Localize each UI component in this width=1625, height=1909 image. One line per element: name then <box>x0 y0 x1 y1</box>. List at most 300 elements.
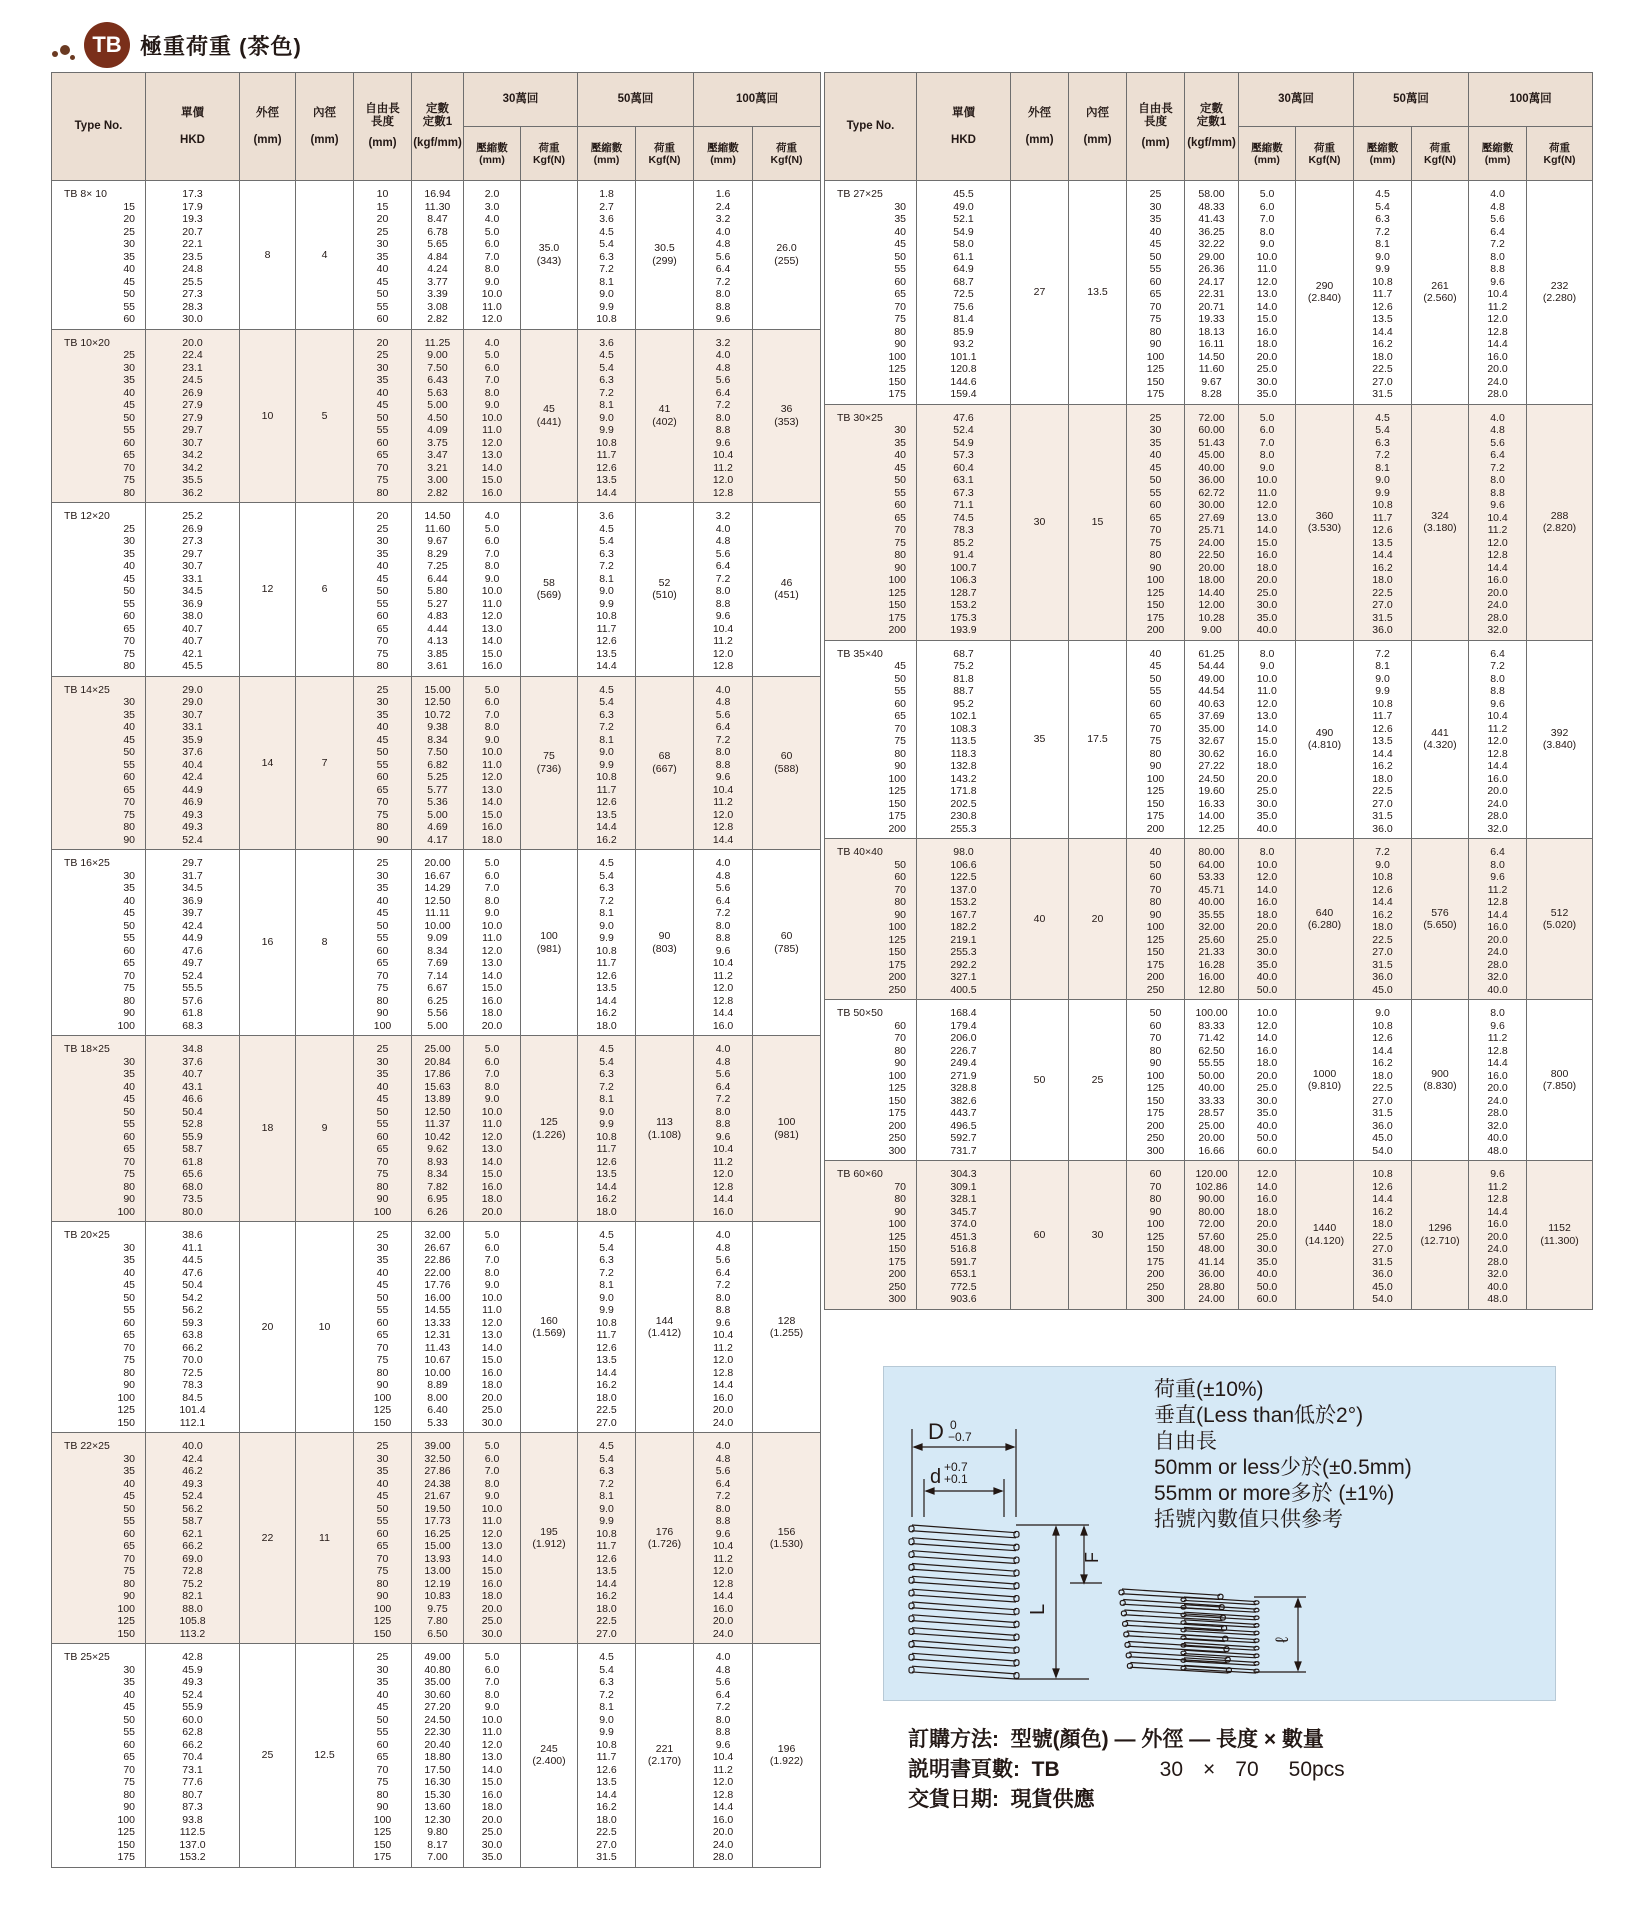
constant-cell-value: 9.00 <box>1201 624 1222 636</box>
constant-cell-value: 13.00 <box>424 1565 451 1577</box>
type-no-cell-value: 55 <box>894 685 906 697</box>
coil-stroke <box>912 1564 1016 1577</box>
price-cell-value: 27.9 <box>182 399 203 411</box>
compression-100-cell-value: 14.4 <box>712 833 734 846</box>
type-no-cell-value: 55 <box>123 932 135 944</box>
compression-50-cell-value: 9.0 <box>599 1502 614 1515</box>
compression-30-cell-value: 16.0 <box>1256 549 1278 561</box>
table-body <box>52 181 821 1868</box>
compression-100-cell-value: 8.8 <box>715 1304 731 1316</box>
spring-group-row <box>52 329 821 503</box>
type-no-cell-value: 65 <box>894 710 906 722</box>
type-no-cell-value: 50 <box>123 1105 135 1118</box>
col-group-30: 30萬回 <box>1239 73 1354 127</box>
compression-50-cell-value: 4.5 <box>599 857 614 869</box>
compression-50-cell-value: 11.7 <box>1372 710 1393 722</box>
load-50-cell-value: 90 <box>658 930 671 942</box>
type-no-cell-value: 50 <box>123 585 135 597</box>
compression-30-cell <box>464 676 521 850</box>
load-30-cell-value: (441) <box>536 415 562 428</box>
compression-30-cell-value: 6.0 <box>484 869 500 882</box>
compression-50-cell-value: 9.0 <box>599 288 614 300</box>
compression-100-cell-value: 5.6 <box>715 250 731 263</box>
price-cell <box>146 676 240 850</box>
compression-30-cell-value: 8.0 <box>484 1477 500 1490</box>
constant-cell <box>1185 1000 1239 1161</box>
type-no-cell-value: 125 <box>888 1082 906 1094</box>
compression-100-cell-value: 6.4 <box>1490 647 1505 660</box>
free-length-cell-value: 80 <box>376 1180 389 1193</box>
price-cell-value: 230.8 <box>950 810 977 822</box>
price-cell-value: 61.8 <box>182 1155 203 1168</box>
compression-100-cell-value: 32.0 <box>1487 1119 1508 1132</box>
free-length-cell-value: 60 <box>376 1316 389 1329</box>
type-no-cell-value: 200 <box>888 624 906 636</box>
load-30-cell-value: (2.400) <box>532 1755 566 1768</box>
price-cell-value: 30.7 <box>182 560 203 572</box>
coil-end <box>1014 1673 1019 1679</box>
price-cell-value: 35.5 <box>182 474 203 486</box>
load-50-cell-value: (5.650) <box>1423 919 1457 931</box>
compression-50-cell-value: 11.7 <box>596 957 617 969</box>
compression-50-cell-value: 12.6 <box>596 1552 617 1565</box>
price-cell-value: 60.0 <box>182 1713 203 1726</box>
compression-100-cell-value: 9.6 <box>715 610 731 622</box>
col-price: 單價 HKD <box>146 73 240 181</box>
free-length-cell-value: 30 <box>376 1663 389 1676</box>
coil-end <box>1254 1654 1259 1657</box>
compression-100-cell-value: 14.4 <box>1487 760 1508 772</box>
type-no-cell-value: 60 <box>123 1130 135 1143</box>
compression-50-cell <box>1354 181 1412 405</box>
free-length-cell-value: 75 <box>376 474 389 486</box>
type-no-cell-value: TB 14×25 <box>64 683 110 696</box>
compression-30-cell <box>464 503 521 677</box>
id-cell <box>296 1644 354 1868</box>
compression-100-cell-value: 6.4 <box>1490 225 1505 238</box>
price-cell-value: 328.1 <box>950 1193 977 1205</box>
price-cell-value: 93.2 <box>953 338 974 350</box>
price-cell <box>146 850 240 1036</box>
compression-100-cell-value: 8.8 <box>715 1515 731 1527</box>
price-cell-value: 88.7 <box>953 685 974 697</box>
type-no-cell-value: 90 <box>123 1193 135 1205</box>
coil-stroke <box>912 1628 1016 1641</box>
compression-30-cell-value: 16.0 <box>481 486 503 499</box>
compression-50-cell-value: 10.8 <box>596 313 617 325</box>
type-no-cell-value: 65 <box>123 622 135 635</box>
compression-50-cell-value: 13.5 <box>596 808 617 821</box>
compression-50-cell-value: 31.5 <box>1372 810 1393 822</box>
compression-50-cell-value: 45.0 <box>1372 1280 1393 1293</box>
note-load: 荷重(±10%) <box>1154 1378 1264 1401</box>
coil-end <box>909 1565 914 1571</box>
compression-50-cell-value: 16.2 <box>596 833 617 846</box>
type-no-cell-value: 300 <box>888 1144 906 1157</box>
price-cell-value: 772.5 <box>950 1280 977 1293</box>
compression-100-cell-value: 16.0 <box>1487 921 1508 933</box>
price-cell-value: 78.3 <box>953 524 974 536</box>
coil-end <box>909 1616 914 1622</box>
compression-50-cell-value: 11.7 <box>596 1329 617 1341</box>
free-length-cell-value: 70 <box>376 796 389 808</box>
compression-30-cell-value: 13.0 <box>481 957 503 969</box>
compression-50-cell-value: 9.0 <box>1375 672 1390 685</box>
constant-cell-value: 40.00 <box>1198 1082 1225 1094</box>
load-100-cell-value: (255) <box>774 254 799 267</box>
type-no-cell <box>825 1161 917 1310</box>
free-length-cell-value: 30 <box>1149 424 1162 436</box>
compression-30-cell-value: 10.0 <box>1256 1007 1278 1019</box>
load-50-cell <box>1412 181 1469 405</box>
price-cell-value: 52.4 <box>182 969 203 982</box>
compression-30-cell-value: 13.0 <box>481 1751 503 1763</box>
constant-cell-value: 11.60 <box>424 522 451 535</box>
free-length-cell-value: 40 <box>1149 225 1162 238</box>
coil-end <box>1254 1631 1259 1634</box>
compression-100-cell-value: 2.4 <box>715 200 731 213</box>
constant-cell-value: 12.50 <box>424 696 451 708</box>
price-cell-value: 106.3 <box>950 574 977 586</box>
type-no-cell-value: 50 <box>123 1291 135 1304</box>
compression-50-cell-value: 9.0 <box>599 746 614 758</box>
load-100-cell <box>753 329 821 503</box>
label-F: F <box>1082 1552 1102 1563</box>
constant-cell-value: 61.25 <box>1198 647 1225 660</box>
constant-cell-value: 11.43 <box>424 1341 451 1354</box>
type-no-cell-value: 30 <box>123 535 135 547</box>
free-length-cell-value: 125 <box>1146 933 1165 946</box>
constant-cell-value: 24.38 <box>424 1477 451 1490</box>
compression-100-cell-value: 9.6 <box>1490 499 1505 511</box>
label-D: D <box>928 1419 944 1444</box>
free-length-cell-value: 25 <box>376 1043 389 1055</box>
type-no-cell-value: 175 <box>888 388 906 400</box>
load-100-cell-value: (11.300) <box>1540 1234 1579 1247</box>
type-no-cell-value: TB 50×50 <box>837 1007 883 1019</box>
coil-end <box>1014 1544 1019 1550</box>
id-cell <box>296 503 354 677</box>
price-cell-value: 26.9 <box>182 522 203 535</box>
label-L: L <box>1027 1603 1049 1615</box>
price-cell-value: 153.2 <box>950 599 977 611</box>
price-cell-value: 63.1 <box>953 474 974 486</box>
compression-30-cell-value: 35.0 <box>1256 611 1278 624</box>
compression-50-cell-value: 13.5 <box>596 1168 617 1180</box>
compression-50-cell-value: 18.0 <box>596 1602 617 1615</box>
free-length-cell-value: 80 <box>376 1366 389 1379</box>
type-no-cell-value: 150 <box>117 1416 135 1429</box>
price-cell-value: 40.7 <box>182 622 203 635</box>
compression-50-cell-value: 7.2 <box>599 1080 614 1093</box>
compression-100-cell-value: 5.6 <box>1490 213 1505 225</box>
type-no-cell-value: 70 <box>894 1180 906 1193</box>
price-cell-value: 33.1 <box>182 572 203 585</box>
free-length-cell-value: 200 <box>1146 624 1165 636</box>
compression-50-cell <box>1354 1000 1412 1161</box>
compression-30-cell-value: 8.0 <box>1259 225 1275 238</box>
constant-cell-value: 19.50 <box>424 1502 451 1515</box>
free-length-cell-value: 175 <box>1146 1107 1165 1119</box>
compression-30-cell-value: 18.0 <box>1256 1205 1278 1218</box>
id-cell <box>296 329 354 503</box>
price-cell-value: 73.1 <box>182 1763 203 1776</box>
type-no-cell-value: 50 <box>894 672 906 685</box>
compression-100-cell-value: 32.0 <box>1487 1268 1508 1280</box>
compression-30-cell-value: 8.0 <box>1259 846 1275 858</box>
compression-50-cell-value: 9.0 <box>599 411 614 424</box>
compression-100-cell-value: 4.0 <box>715 225 731 238</box>
compression-50-cell-value: 14.4 <box>596 994 617 1007</box>
price-cell-value: 80.0 <box>182 1205 203 1218</box>
free-length-cell-value: 70 <box>1149 1032 1162 1044</box>
constant-cell-value: 25.00 <box>424 1043 451 1055</box>
price-cell-value: 34.2 <box>182 449 203 461</box>
col-od: 外徑 (mm) <box>1011 73 1069 181</box>
type-no-cell-value: 30 <box>123 1055 135 1068</box>
compression-50-cell-value: 9.9 <box>599 1304 614 1316</box>
load-50-cell <box>636 1222 694 1433</box>
compression-50-cell <box>578 1222 636 1433</box>
compression-50-cell-value: 9.9 <box>599 1726 614 1738</box>
free-length-cell-value: 80 <box>1149 325 1162 338</box>
constant-cell-value: 72.00 <box>1198 411 1225 424</box>
od-cell <box>1011 1000 1069 1161</box>
compression-50-cell <box>578 1433 636 1644</box>
constant-cell-value: 40.63 <box>1198 697 1225 710</box>
compression-50-cell-value: 31.5 <box>1372 611 1393 624</box>
compression-50-cell-value: 7.2 <box>1375 225 1390 238</box>
type-no-cell-value: 25 <box>123 349 135 361</box>
price-cell-value: 171.8 <box>950 785 977 797</box>
type-no-cell-value: 150 <box>888 1243 906 1255</box>
compression-30-cell-value: 15.0 <box>481 808 503 821</box>
load-30-cell <box>1296 839 1354 1000</box>
price-cell-value: 24.5 <box>182 374 203 386</box>
compression-50-cell-value: 7.2 <box>599 386 614 399</box>
load-30-cell <box>521 1036 578 1222</box>
constant-cell-value: 6.44 <box>427 572 448 585</box>
compression-100-cell-value: 12.8 <box>1487 1044 1508 1057</box>
compression-30-cell-value: 9.0 <box>484 907 500 919</box>
free-length-cell-value: 50 <box>376 1502 389 1515</box>
compression-100-cell-value: 4.0 <box>715 1440 731 1452</box>
type-no-cell-value: TB 25×25 <box>64 1651 110 1663</box>
coil-stroke <box>1128 1642 1226 1653</box>
load-100-cell-value: 128 <box>777 1314 796 1327</box>
load-30-cell-value: (9.810) <box>1307 1080 1342 1092</box>
compression-50-cell-value: 45.0 <box>1372 983 1393 996</box>
load-50-cell-value: 324 <box>1431 509 1449 522</box>
spec-table-left <box>51 72 821 1868</box>
load-100-cell-value: 800 <box>1550 1067 1569 1080</box>
price-cell-value: 68.7 <box>953 275 974 288</box>
compression-30-cell-value: 12.0 <box>481 944 503 957</box>
compression-50-cell-value: 9.9 <box>599 1515 614 1527</box>
compression-50-cell-value: 16.2 <box>596 1379 617 1391</box>
compression-100-cell-value: 4.8 <box>715 1241 731 1254</box>
type-no-cell-value: 40 <box>123 1080 135 1093</box>
price-cell-value: 81.4 <box>953 313 974 325</box>
type-no-cell-value: 125 <box>888 363 906 375</box>
type-no-cell-value: 75 <box>123 647 135 660</box>
free-length-cell-value: 25 <box>1149 188 1162 200</box>
type-no-cell-value: 80 <box>894 325 906 338</box>
free-length-cell-value: 90 <box>1149 1205 1162 1218</box>
load-30-cell-value: 35.0 <box>538 242 560 255</box>
compression-30-cell-value: 12.0 <box>1256 1168 1278 1180</box>
type-no-cell-value: 80 <box>123 1180 135 1193</box>
free-length-cell-value: 40 <box>376 263 389 275</box>
compression-30-cell-value: 14.0 <box>481 1155 503 1168</box>
type-no-cell-value: 35 <box>123 708 135 721</box>
constant-cell-value: 16.28 <box>1198 958 1225 971</box>
price-cell-value: 54.2 <box>182 1291 203 1304</box>
constant-cell-value: 9.09 <box>427 932 448 944</box>
free-length-cell-value: 40 <box>376 721 389 733</box>
compression-50-cell-value: 22.5 <box>1372 1230 1393 1243</box>
compression-50-cell-value: 7.2 <box>599 1688 614 1701</box>
free-length-cell-value: 60 <box>1149 1168 1162 1180</box>
free-length-cell-value: 100 <box>373 1602 392 1615</box>
constant-cell-value: 22.86 <box>424 1254 451 1266</box>
compression-50-cell-value: 13.5 <box>596 1565 617 1577</box>
compression-100-cell-value: 12.0 <box>712 647 734 660</box>
compression-100-cell <box>694 676 753 850</box>
load-50-cell <box>636 1433 694 1644</box>
compression-100-cell-value: 6.4 <box>715 1080 731 1093</box>
compression-30-cell-value: 15.0 <box>1256 313 1278 325</box>
free-length-cell-value: 50 <box>1149 1007 1162 1019</box>
type-no-cell-value: 80 <box>123 821 135 833</box>
load-50-cell-value: 30.5 <box>654 242 675 255</box>
compression-100-cell-value: 4.8 <box>715 1055 731 1068</box>
compression-100-cell-value: 12.8 <box>1487 747 1508 760</box>
load-30-cell <box>521 850 578 1036</box>
compression-50-cell-value: 18.0 <box>1372 350 1393 363</box>
type-no-cell <box>52 1433 146 1644</box>
compression-30-cell-value: 10.0 <box>481 1105 503 1118</box>
compression-50-cell-value: 12.6 <box>596 1155 617 1168</box>
free-length-cell-value: 70 <box>1149 883 1162 896</box>
constant-cell-value: 35.00 <box>1198 722 1225 735</box>
compression-50-cell <box>578 1644 636 1868</box>
load-50-cell-value: (1.726) <box>647 1538 682 1550</box>
compression-30-cell-value: 25.0 <box>1256 1082 1278 1094</box>
free-length-cell-value: 60 <box>1149 1019 1162 1032</box>
constant-cell-value: 9.80 <box>427 1826 448 1838</box>
id-cell-value: 9 <box>321 1122 328 1135</box>
coil-end <box>1181 1598 1186 1601</box>
compression-30-cell-value: 25.0 <box>1256 933 1278 946</box>
compression-100-cell-value: 10.4 <box>712 622 734 635</box>
compression-100-cell-value: 9.6 <box>715 1130 731 1143</box>
compression-50-cell-value: 9.9 <box>599 1118 614 1130</box>
compression-50-cell-value: 36.0 <box>1372 624 1393 636</box>
type-no-cell-value: 30 <box>894 424 906 436</box>
free-length-cell-value: 55 <box>376 1726 389 1738</box>
id-cell-value: 30 <box>1091 1228 1104 1241</box>
od-cell <box>1011 404 1069 640</box>
type-no-cell-value: 80 <box>123 1788 135 1801</box>
type-no-cell-value: 70 <box>894 883 906 896</box>
price-cell-value: 70.4 <box>182 1751 203 1763</box>
compression-30-cell-value: 12.0 <box>481 313 503 325</box>
type-no-cell-value: 65 <box>123 1329 135 1341</box>
coil-end <box>1181 1621 1186 1624</box>
compression-50-cell-value: 11.7 <box>596 1143 617 1155</box>
compression-100-cell-value: 24.0 <box>1487 946 1508 958</box>
free-length-cell-value: 90 <box>376 1007 389 1019</box>
load-50-cell-value: 41 <box>658 403 671 416</box>
constant-cell-value: 36.00 <box>1198 1268 1225 1280</box>
constant-cell-value: 60.00 <box>1198 424 1225 436</box>
load-30-cell <box>521 1433 578 1644</box>
free-length-cell-value: 25 <box>376 349 389 361</box>
free-length-cell <box>354 503 412 677</box>
price-cell-value: 46.6 <box>182 1093 203 1105</box>
type-no-cell-value: 50 <box>123 1502 135 1515</box>
type-no-cell-value: 30 <box>123 696 135 708</box>
compression-30-cell-value: 13.0 <box>481 449 503 461</box>
constant-cell-value: 32.00 <box>424 1229 451 1241</box>
compression-50-cell-value: 9.0 <box>1375 250 1390 263</box>
compression-50-cell-value: 12.6 <box>596 635 617 647</box>
compression-30-cell-value: 18.0 <box>1256 1057 1278 1069</box>
compression-50-cell-value: 11.7 <box>596 622 617 635</box>
free-length-cell-value: 35 <box>376 374 389 386</box>
load-100-cell-value: 26.0 <box>776 242 797 255</box>
load-50-cell-value: (1.412) <box>647 1327 682 1339</box>
price-cell-value: 52.4 <box>182 1490 203 1502</box>
constant-cell-value: 5.00 <box>427 808 448 821</box>
price-cell-value: 35.9 <box>182 733 203 746</box>
type-no-cell-value: TB 60×60 <box>837 1168 883 1180</box>
constant-cell-value: 4.50 <box>427 411 448 424</box>
free-length-cell-value: 70 <box>376 1341 389 1354</box>
compression-100-cell-value: 12.0 <box>712 1776 734 1788</box>
compression-50-cell-value: 8.1 <box>599 733 614 746</box>
col-compression-30: 壓縮數 (mm) <box>1239 127 1296 181</box>
load-100-cell-value: 196 <box>777 1742 796 1755</box>
price-cell <box>917 1000 1011 1161</box>
type-no-cell-value: 80 <box>894 1044 906 1057</box>
constant-cell-value: 24.00 <box>1198 1293 1225 1305</box>
free-length-cell-value: 45 <box>1149 238 1162 250</box>
compression-30-cell-value: 7.0 <box>484 708 500 721</box>
constant-cell-value: 62.50 <box>1198 1044 1225 1057</box>
load-100-cell <box>753 181 821 330</box>
free-length-cell-value: 10 <box>376 188 389 200</box>
compression-30-cell-value: 6.0 <box>484 1452 500 1465</box>
compression-50-cell-value: 14.4 <box>1372 747 1393 760</box>
free-length-cell-value: 65 <box>376 957 389 969</box>
constant-cell <box>1185 181 1239 405</box>
constant-cell-value: 20.00 <box>1198 561 1225 574</box>
compression-30-cell-value: 8.0 <box>1259 449 1275 461</box>
compression-30-cell-value: 16.0 <box>1256 1044 1278 1057</box>
col-price: 單價 HKD <box>917 73 1011 181</box>
compression-50-cell-value: 13.5 <box>596 474 617 486</box>
od-cell <box>1011 839 1069 1000</box>
type-no-cell-value: 90 <box>123 833 135 846</box>
compression-50-cell-value: 22.5 <box>1372 1082 1393 1094</box>
price-cell-value: 81.8 <box>953 672 974 685</box>
compression-100-cell-value: 12.0 <box>712 474 734 486</box>
coil-end <box>1014 1596 1019 1602</box>
price-cell-value: 75.6 <box>953 300 974 313</box>
free-length-cell-value: 100 <box>373 1391 392 1404</box>
